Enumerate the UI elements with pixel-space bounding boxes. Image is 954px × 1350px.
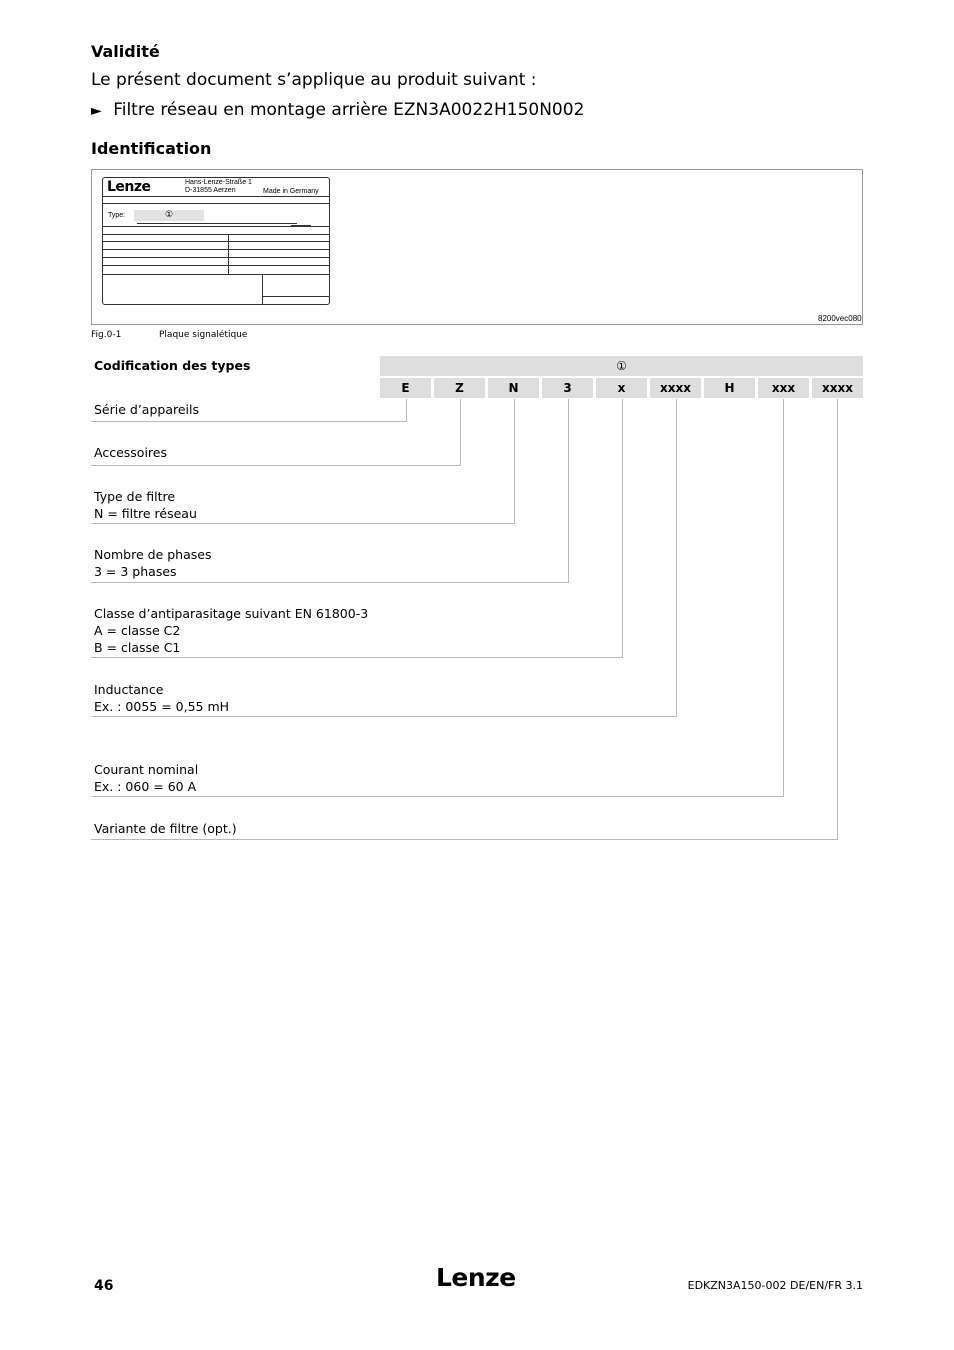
type-code-marker-band — [380, 356, 863, 376]
code-cell: H — [704, 378, 755, 398]
connector-line — [568, 399, 569, 582]
nameplate-divider — [262, 274, 263, 304]
code-cell: xxx — [758, 378, 809, 398]
code-cell: N — [488, 378, 539, 398]
nameplate-logo: Lenze — [107, 179, 151, 195]
validity-heading: Validité — [91, 42, 160, 61]
code-cell: x — [596, 378, 647, 398]
row-line: Nombre de phases — [94, 547, 212, 562]
nameplate-type-label: Type: — [108, 212, 126, 219]
nameplate-rule — [103, 274, 329, 275]
row-line: Accessoires — [94, 445, 167, 460]
row-line: Ex. : 060 = 60 A — [94, 779, 197, 794]
nameplate-type-field — [134, 210, 204, 221]
figure-caption-text: Plaque signalétique — [159, 330, 248, 340]
code-cell: E — [380, 378, 431, 398]
row-line: N = filtre réseau — [94, 506, 197, 521]
row-underline — [91, 421, 407, 422]
nameplate-address-line2: D-31855 Aerzen — [185, 187, 236, 194]
connector-line — [676, 399, 677, 717]
row-line: Ex. : 0055 = 0,55 mH — [94, 699, 230, 714]
type-code-marker: ① — [616, 359, 627, 373]
document-reference: EDKZN3A150-002 DE/EN/FR 3.1 — [687, 1279, 863, 1292]
row-underline — [91, 796, 784, 797]
row-label-rated-current — [94, 761, 198, 795]
connector-line — [460, 399, 461, 465]
row-label-inductance — [94, 681, 229, 715]
row-underline — [91, 716, 677, 717]
identification-heading: Identification — [91, 139, 212, 158]
row-underline — [91, 839, 838, 840]
code-cell: xxxx — [650, 378, 701, 398]
row-line: A = classe C2 — [94, 623, 181, 638]
connector-line — [514, 399, 515, 524]
nameplate-address-line1: Hans-Lenze-Straße 1 — [185, 179, 252, 186]
row-line: Variante de filtre (opt.) — [94, 821, 237, 836]
nameplate-divider — [228, 234, 229, 274]
nameplate-rule — [137, 223, 297, 224]
product-bullet-item — [91, 100, 584, 120]
bullet-arrow-icon: ► — [91, 103, 102, 119]
nameplate-rule — [103, 257, 329, 258]
page-number: 46 — [94, 1278, 114, 1294]
nameplate-drawing — [102, 177, 330, 305]
row-line: Classe d’antiparasitage suivant EN 61800-3 — [94, 606, 369, 621]
row-label-filter-variant — [94, 820, 237, 837]
connector-line — [783, 399, 784, 797]
row-label-phases — [94, 546, 211, 580]
connector-line — [622, 399, 623, 658]
product-name: Filtre réseau en montage arrière EZN3A0022H150N002 — [113, 100, 585, 120]
row-line: Courant nominal — [94, 762, 199, 777]
row-underline — [91, 582, 569, 583]
row-label-filter-type — [94, 488, 197, 522]
nameplate-made-in: Made in Germany — [263, 188, 319, 195]
nameplate-rule — [103, 196, 329, 197]
row-line: B = classe C1 — [94, 640, 181, 655]
nameplate-rule — [103, 265, 329, 266]
figure-caption-number: Fig.0-1 — [91, 330, 122, 340]
nameplate-rule — [103, 203, 329, 204]
code-cell: Z — [434, 378, 485, 398]
row-line: Type de filtre — [94, 489, 176, 504]
row-label-series — [94, 401, 199, 418]
nameplate-rule — [262, 296, 329, 297]
row-line: Inductance — [94, 682, 164, 697]
row-label-interference-class — [94, 605, 368, 656]
nameplate-rule — [103, 226, 329, 227]
nameplate-rule — [103, 241, 329, 242]
connector-line — [837, 399, 838, 840]
code-cell: xxxx — [812, 378, 863, 398]
row-label-accessories — [94, 444, 167, 461]
connector-line — [406, 399, 407, 422]
code-cell: 3 — [542, 378, 593, 398]
row-underline — [91, 523, 515, 524]
footer-logo: Lenze — [436, 1263, 516, 1292]
nameplate-rule — [103, 249, 329, 250]
type-code-title: Codification des types — [94, 358, 251, 373]
validity-intro: Le présent document s’applique au produit suivant : — [91, 70, 537, 90]
row-underline — [91, 657, 623, 658]
nameplate-rule — [103, 234, 329, 235]
row-line: 3 = 3 phases — [94, 564, 177, 579]
nameplate-type-marker: ① — [164, 210, 174, 220]
row-line: Série d’appareils — [94, 402, 200, 417]
figure-code: 8200vec080 — [818, 314, 862, 323]
row-underline — [91, 465, 461, 466]
